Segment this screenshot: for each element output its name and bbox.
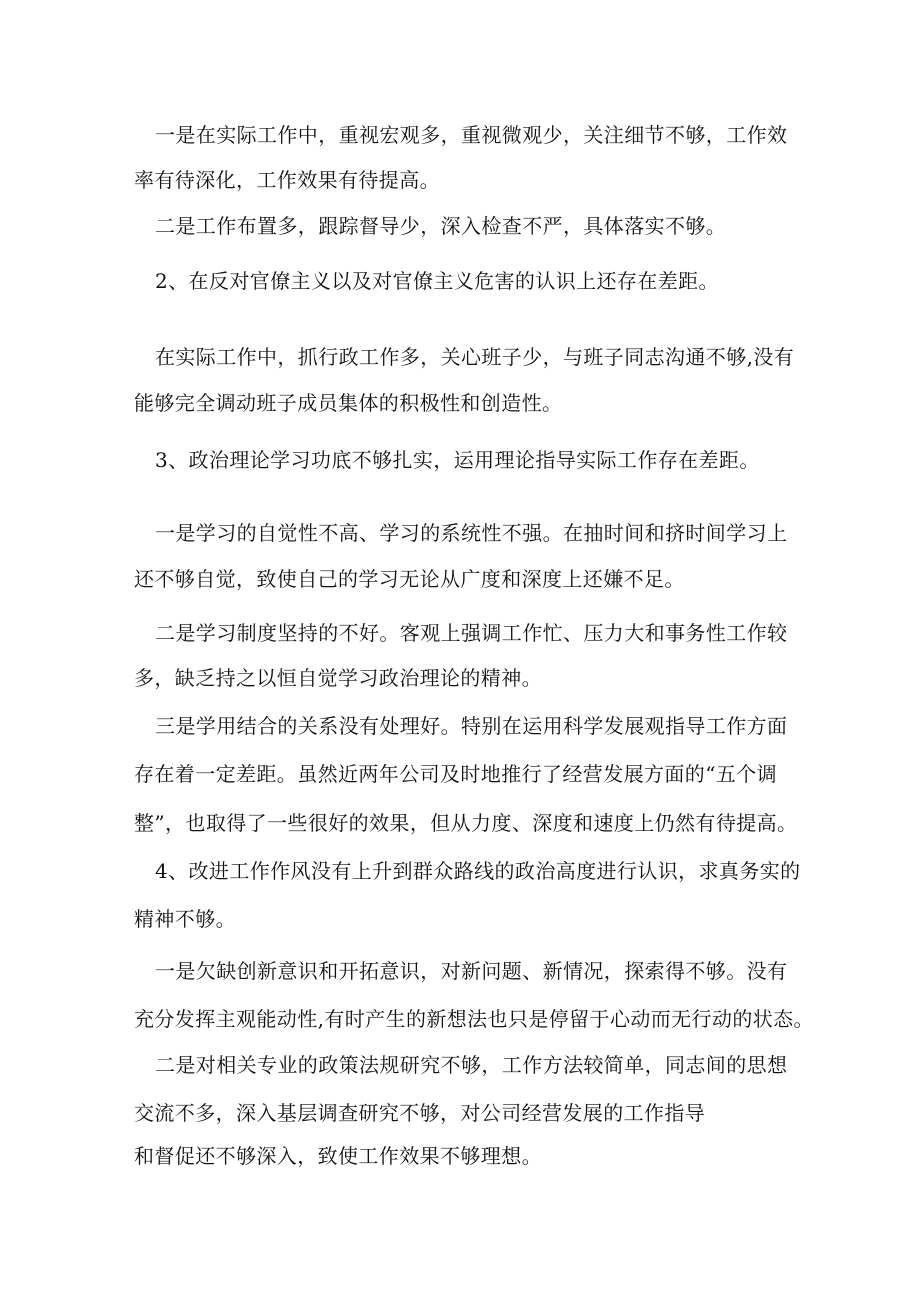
text-line: 三是学用结合的关系没有处理好。特别在运用科学发展观指导工作方面	[155, 714, 788, 738]
text-line: 充分发挥主观能动性,有时产生的新想法也只是停留于心动而无行动的状态。	[134, 1007, 814, 1031]
text-line: 二是对相关专业的政策法规研究不够，工作方法较简单，同志间的思想	[155, 1053, 788, 1077]
heading-line: 3、政治理论学习功底不够扎实，运用理论指导实际工作存在差距。	[155, 448, 760, 472]
text-line: 还不够自觉，致使自己的学习无论从广度和深度上还嫌不足。	[134, 567, 685, 591]
text-line: 一是在实际工作中，重视宏观多，重视微观少，关注细节不够，工作效	[155, 123, 788, 147]
text-line: 一是欠缺创新意识和开拓意识，对新问题、新情况，探索得不够。没有	[155, 959, 788, 983]
text-line: 多，缺乏持之以恒自觉学习政治理论的精神。	[134, 666, 542, 690]
text-line: 和督促还不够深入，致使工作效果不够理想。	[134, 1144, 542, 1168]
text-line: 存在着一定差距。虽然近两年公司及时地推行了经营发展方面的“五个调	[134, 762, 778, 786]
text-line: 一是学习的自觉性不高、学习的系统性不强。在抽时间和挤时间学习上	[155, 521, 788, 545]
text-line: 交流不多，深入基层调查研究不够，对公司经营发展的工作指导	[134, 1101, 706, 1125]
text-line: 整”，也取得了一些很好的效果，但从力度、深度和速度上仍然有待提高。	[134, 811, 798, 835]
text-line: 在实际工作中，抓行政工作多，关心班子少，与班子同志沟通不够,没有	[155, 345, 795, 369]
text-line: 二是工作布置多，跟踪督导少，深入检查不严，具体落实不够。	[155, 214, 727, 238]
heading-line: 2、在反对官僚主义以及对官僚主义危害的认识上还存在差距。	[155, 269, 719, 293]
text-line: 精神不够。	[134, 907, 236, 931]
text-line: 率有待深化，工作效果有待提高。	[134, 168, 440, 192]
text-line: 能够完全调动班子成员集体的积极性和创造性。	[134, 391, 563, 415]
heading-line: 4、改进工作作风没有上升到群众路线的政治高度进行认识，求真务实的	[155, 859, 801, 883]
text-line: 二是学习制度坚持的不好。客观上强调工作忙、压力大和事务性工作较	[155, 621, 788, 645]
